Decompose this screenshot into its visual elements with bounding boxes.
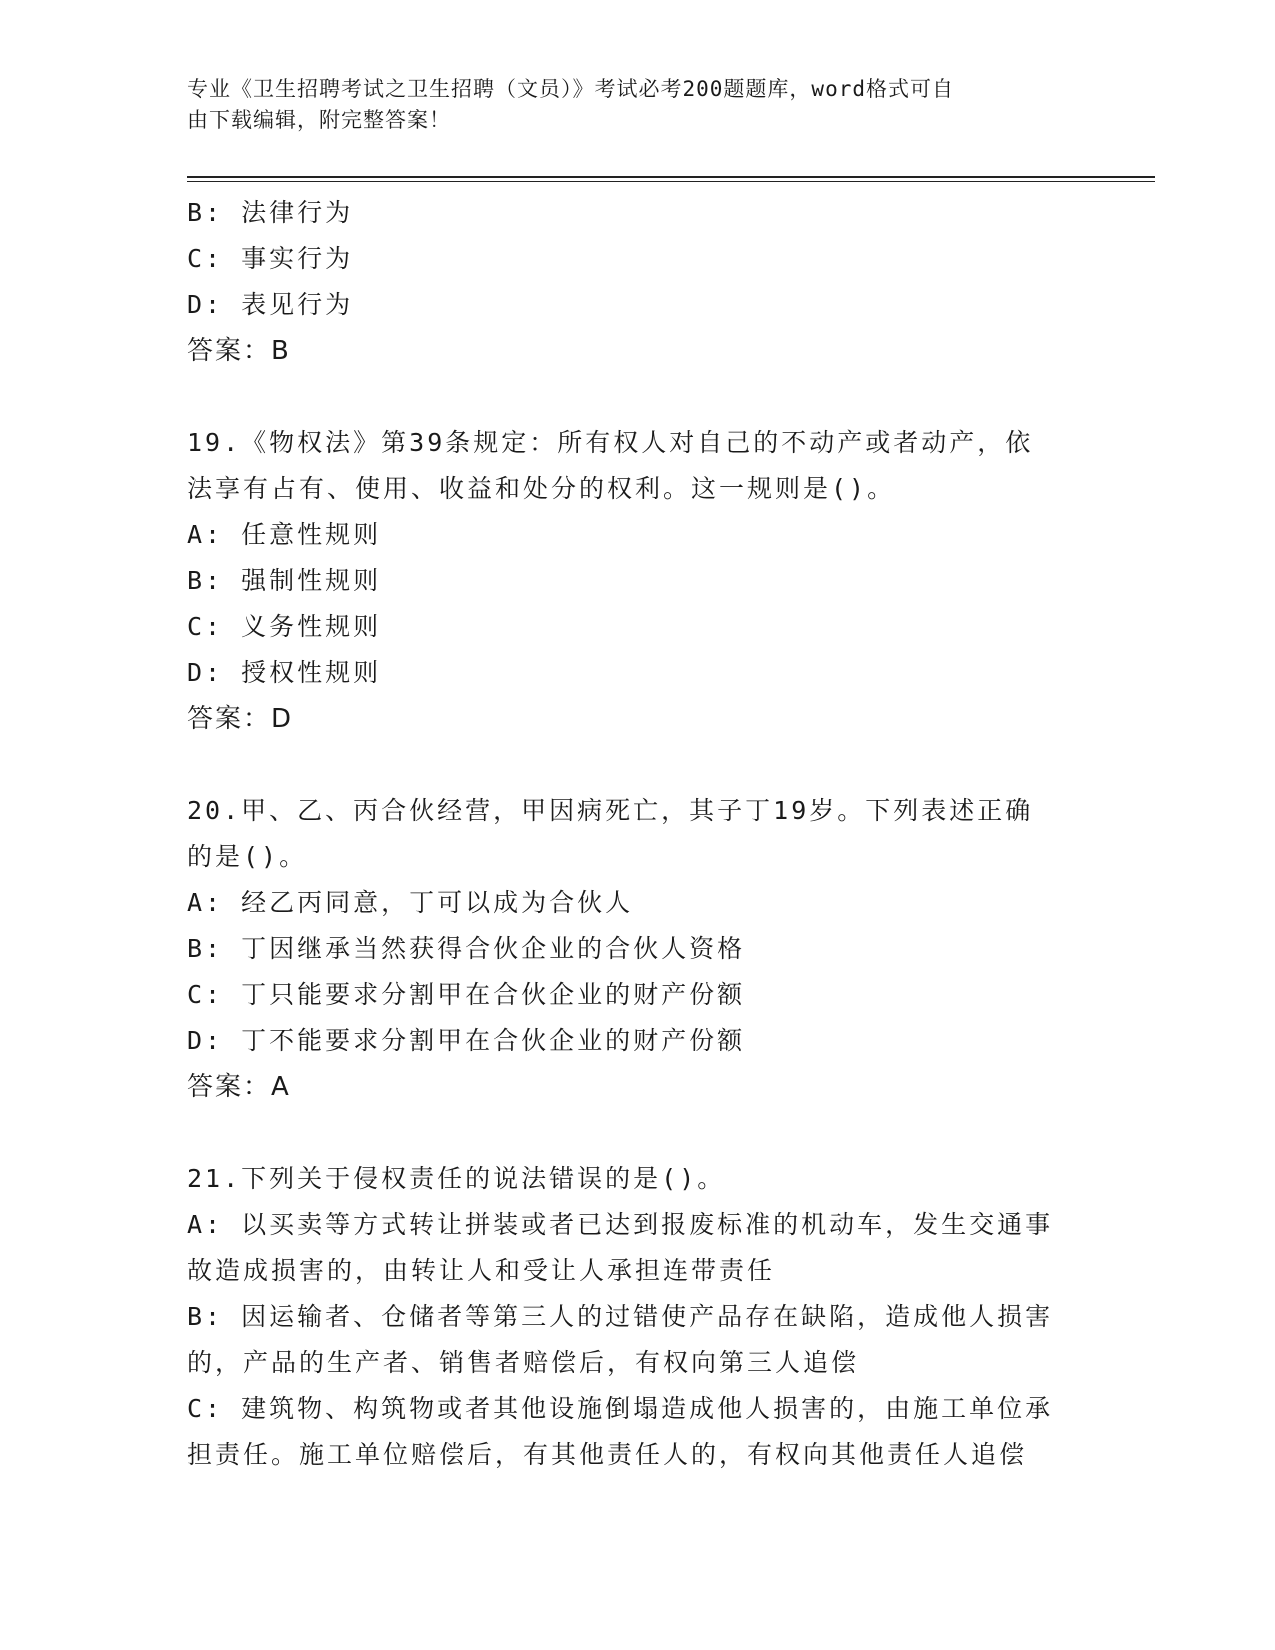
question-stem: 20.甲、乙、丙合伙经营，甲因病死亡，其子丁19岁。下列表述正确 (187, 796, 1034, 825)
option-d: D: 授权性规则 (187, 658, 382, 687)
option-b: B: 丁因继承当然获得合伙企业的合伙人资格 (187, 934, 746, 963)
question-21 (187, 1156, 1087, 1478)
spacer (187, 742, 1087, 788)
header-divider-thin (187, 181, 1155, 182)
answer: 答案：A (187, 1072, 291, 1102)
option-d: D: 丁不能要求分割甲在合伙企业的财产份额 (187, 1026, 746, 1055)
option-a: A: 经乙丙同意，丁可以成为合伙人 (187, 888, 634, 917)
option-c: C: 建筑物、构筑物或者其他设施倒塌造成他人损害的，由施工单位承 (187, 1394, 1054, 1423)
option-a: A: 任意性规则 (187, 520, 382, 549)
header-divider-thick (187, 176, 1155, 178)
option-c: C: 事实行为 (187, 244, 354, 273)
spacer (187, 1110, 1087, 1156)
option-c: C: 丁只能要求分割甲在合伙企业的财产份额 (187, 980, 746, 1009)
question-20 (187, 788, 1087, 1110)
question-list (187, 190, 1087, 1478)
answer: 答案：B (187, 336, 291, 366)
question-stem-cont: 的是()。 (187, 842, 308, 871)
option-c-cont: 担责任。施工单位赔偿后，有其他责任人的，有权向其他责任人追偿 (187, 1440, 1028, 1469)
option-b: B: 强制性规则 (187, 566, 382, 595)
answer: 答案：D (187, 704, 294, 734)
spacer (187, 374, 1087, 420)
option-a: A: 以买卖等方式转让拼装或者已达到报废标准的机动车，发生交通事 (187, 1210, 1054, 1239)
question-18-continued (187, 190, 1087, 374)
option-d: D: 表见行为 (187, 290, 354, 319)
question-stem: 19.《物权法》第39条规定：所有权人对自己的不动产或者动产，依 (187, 428, 1034, 457)
document-header (187, 74, 1067, 136)
question-stem-cont: 法享有占有、使用、收益和处分的权利。这一规则是()。 (187, 474, 896, 503)
option-b: B: 因运输者、仓储者等第三人的过错使产品存在缺陷，造成他人损害 (187, 1302, 1054, 1331)
question-19 (187, 420, 1087, 742)
header-line-2: 由下载编辑，附完整答案！ (187, 108, 451, 132)
option-b: B: 法律行为 (187, 198, 354, 227)
option-b-cont: 的，产品的生产者、销售者赔偿后，有权向第三人追偿 (187, 1348, 860, 1377)
question-stem: 21.下列关于侵权责任的说法错误的是()。 (187, 1164, 726, 1193)
header-line-1: 专业《卫生招聘考试之卫生招聘（文员）》考试必考200题题库，word格式可自 (187, 77, 954, 101)
option-c: C: 义务性规则 (187, 612, 382, 641)
option-a-cont: 故造成损害的，由转让人和受让人承担连带责任 (187, 1256, 776, 1285)
